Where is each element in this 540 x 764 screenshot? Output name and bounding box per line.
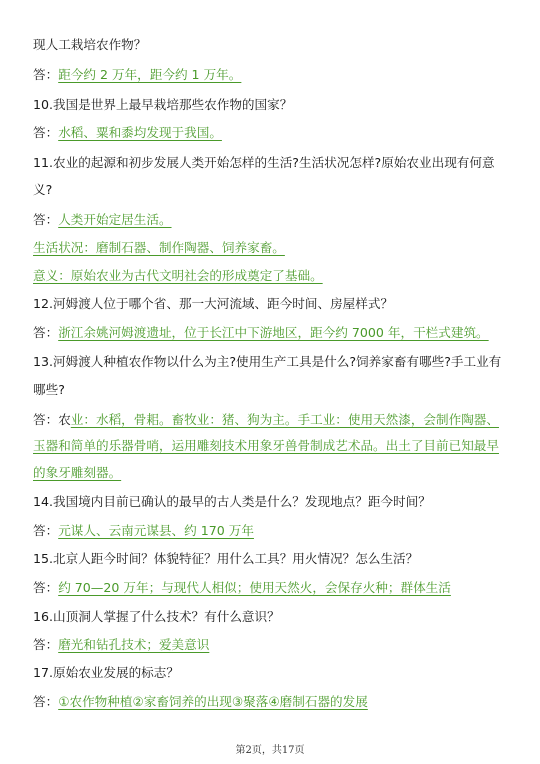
answer-line: 答：浙江余姚河姆渡遗址，位于长江中下游地区，距今约 7000 年，干栏式建筑。 [33,325,489,340]
answer-line [33,438,526,454]
question-line: 12.河姆渡人位于哪个省、那一大河流域、距今时间、房屋样式？ [33,296,394,311]
answer-line: 答：元谋人、云南元谋县、约 170 万年 [33,523,254,538]
answer-text: 元谋人、云南元谋县、约 170 万年 [58,523,254,538]
question-line: 10.我国是世界上最早栽培那些农作物的国家？ [33,97,293,112]
question-line: 15.北京人距今时间？体貌特征？用什么工具？用火情况？怎么生活？ [33,551,419,566]
question-line: 现人工栽培农作物？ [33,37,147,52]
answer-text: 距今约 2 万年，距今约 1 万年。 [58,67,242,82]
question-line: 11.农业的起源和初步发展人类开始怎样的生活?生活状况怎样?原始农业出现有何意 [33,155,495,170]
answer-text: 的象牙雕刻器。 [33,465,122,480]
answer-text: 浙江余姚河姆渡遗址，位于长江中下游地区，距今约 7000 年，干栏式建筑。 [58,325,489,340]
answer-line [33,268,526,284]
answer-line [33,465,526,481]
answer-text: 磨光和钻孔技术；爱美意识 [58,637,210,652]
answer-line: 答：水稻、粟和黍均发现于我国。 [33,125,222,140]
answer-line: 答：距今约 2 万年，距今约 1 万年。 [33,67,242,82]
question-line: 14.我国境内目前已确认的最早的古人类是什么？发现地点？距今时间？ [33,494,431,509]
answer-text: 玉器和简单的乐器骨哨，运用雕刻技术用象牙兽骨制成艺术品。出土了目前已知最早 [33,438,499,453]
question-line: 16.山顶洞人掌握了什么技术？有什么意识？ [33,609,280,624]
answer-text: 生活状况：磨制石器、制作陶器、饲养家畜。 [33,240,285,255]
answer-text: 业：水稻，骨耜。畜牧业：猪、狗为主。手工业：使用天然漆，会制作陶器、 [70,412,499,427]
answer-text: 人类开始定居生活。 [58,212,172,227]
question-line: 17.原始农业发展的标志？ [33,665,179,680]
answer-line: 答：①农作物种植②家畜饲养的出现③聚落④磨制石器的发展 [33,694,368,709]
answer-line: 答：农业：水稻，骨耜。畜牧业：猪、狗为主。手工业：使用天然漆，会制作陶器、 [33,412,499,427]
answer-line: 答：约 70—20 万年；与现代人相似；使用天然火，会保存火种；群体生活 [33,580,451,595]
question-line: 13.河姆渡人种植农作物以什么为主?使用生产工具是什么?饲养家畜有哪些?手工业有 [33,354,502,369]
answer-text: 约 70—20 万年；与现代人相似；使用天然火，会保存火种；群体生活 [58,580,451,595]
question-line: 哪些? [33,382,65,397]
answer-line: 答：磨光和钻孔技术；爱美意识 [33,637,210,652]
answer-line [33,240,526,256]
answer-line: 答：人类开始定居生活。 [33,212,172,227]
page-footer: 第2页，共17页 [235,745,305,756]
answer-text: 水稻、粟和黍均发现于我国。 [58,125,222,140]
answer-text: ①农作物种植②家畜饲养的出现③聚落④磨制石器的发展 [58,694,368,709]
answer-text: 意义：原始农业为古代文明社会的形成奠定了基础。 [33,268,323,283]
question-line: 义? [33,182,53,197]
